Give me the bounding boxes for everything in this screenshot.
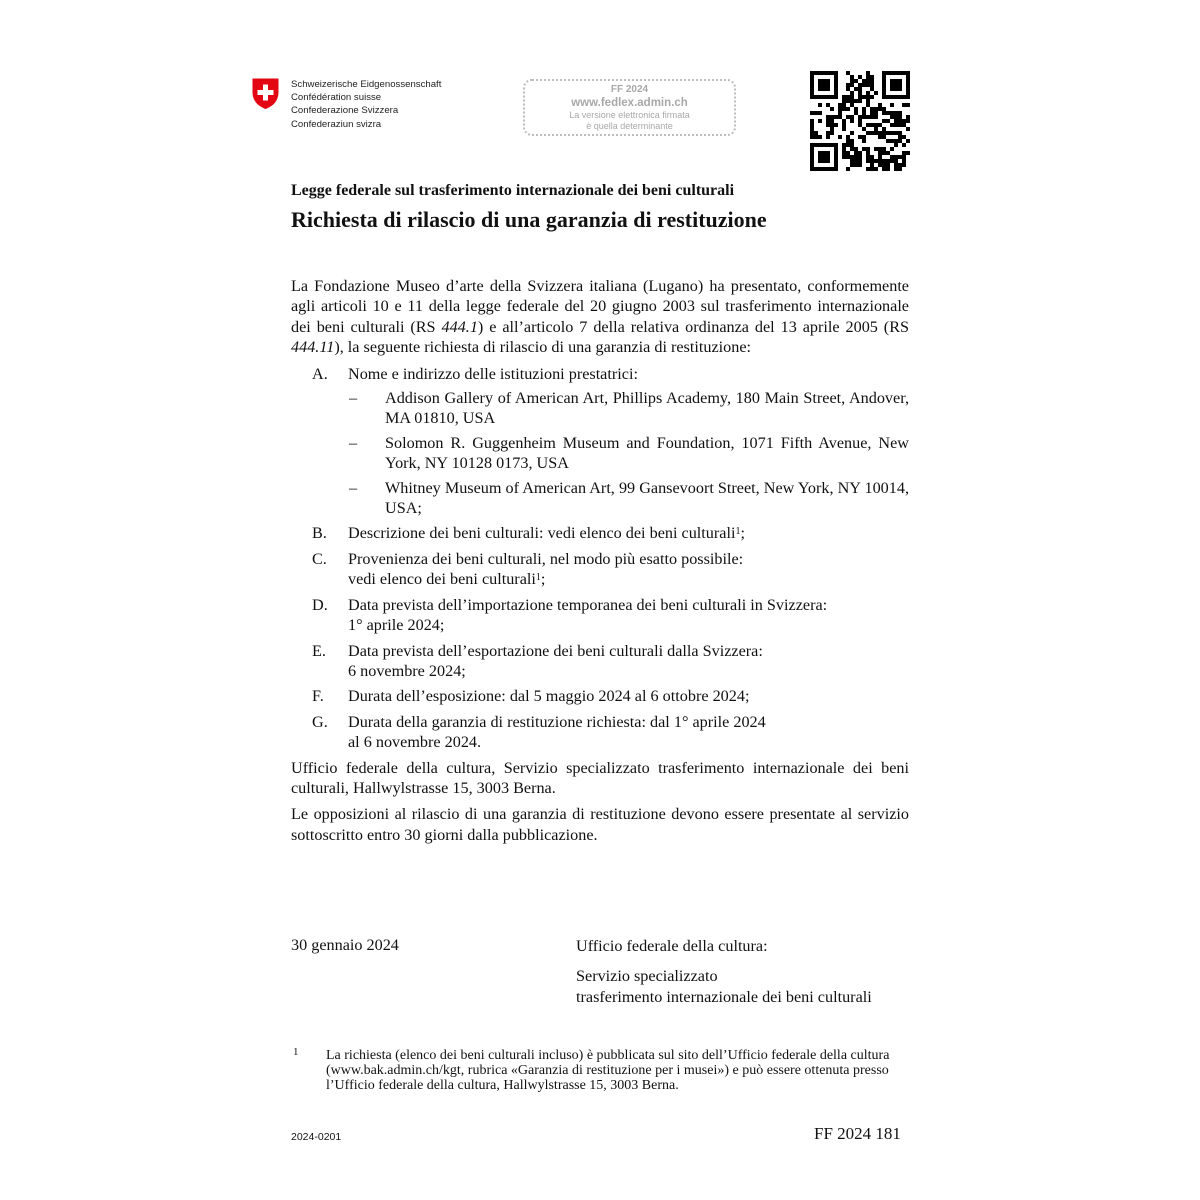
lender-text: Solomon R. Guggenheim Museum and Foundation, 1071 Fifth Avenue, New York, NY 10128 0173, USA <box>385 433 909 473</box>
list-item-g <box>291 712 909 753</box>
dash-bullet: – <box>349 478 358 497</box>
swiss-crest-icon <box>252 78 279 109</box>
footnote-number: 1 <box>293 1046 299 1058</box>
intro-text-1: La Fondazione Museo d’arte della Svizzera italiana (Lugano) ha presentato, conformemente agli articoli 10 e 11 della legge federale del 20 giugno 2003 sul trasferimento internazionale dei beni culturali (RS <box>291 277 909 336</box>
page-title: Richiesta di rilascio di una garanzia di restituzione <box>291 207 767 232</box>
item-letter: B. <box>312 524 327 543</box>
confederation-line-it: Confederazione Svizzera <box>291 105 399 117</box>
item-letter: F. <box>312 687 324 706</box>
item-end: ; <box>740 524 745 543</box>
list-item-a <box>291 364 909 519</box>
list-item-f <box>291 686 909 706</box>
law-title: Legge federale sul trasferimento internazionale dei beni culturali <box>291 182 735 199</box>
dash-bullet: – <box>349 433 358 452</box>
signature-service-2: trasferimento internazionale dei beni culturali <box>576 987 872 1006</box>
dash-bullet: – <box>349 389 358 408</box>
page-reference: FF 2024 181 <box>814 1124 901 1143</box>
item-text-2: vedi elenco dei beni culturali <box>348 570 536 589</box>
item-letter: D. <box>312 595 328 614</box>
objections-paragraph: Le opposizioni al rilascio di una garanzia di restituzione devono essere presentate al servizio sottoscritto entro 30 giorni dalla pubblicazione. <box>291 805 909 844</box>
stamp-edition: FF 2024 <box>610 84 649 95</box>
item-text: Data prevista dell’importazione temporanea dei beni culturali in Svizzera: <box>348 595 828 614</box>
confederation-line-fr: Confédération suisse <box>291 92 382 104</box>
list-item-c <box>291 549 909 590</box>
list-item-b <box>291 523 909 543</box>
office-paragraph: Ufficio federale della cultura, Servizio specializzato trasferimento internazionale dei beni culturali, Hallwylstrasse 15, 3003 Berna. <box>291 758 909 797</box>
item-text: Durata dell’esposizione: dal 5 maggio 2024 al 6 ottobre 2024; <box>348 687 750 706</box>
rs-reference-2: 444.11 <box>291 338 335 357</box>
request-items <box>291 364 909 753</box>
lender-item <box>348 478 909 519</box>
qr-code-icon <box>810 71 910 171</box>
confederation-line-rm: Confederaziun svizra <box>291 118 382 130</box>
intro-text-3: ), la seguente richiesta di rilascio di una garanzia di restituzione: <box>334 338 751 357</box>
item-letter: G. <box>312 712 328 731</box>
footnote-text: La richiesta (elenco dei beni culturali incluso) è pubblicata sul sito dell’Ufficio federale della cultura (www.bak.admin.ch/kgt, rubrica «Garanzia di restituzione per i musei») e può essere ottenuta presso l’Ufficio federale della cultura, Hallwylstrasse 15, 3003 Berna. <box>326 1048 890 1093</box>
item-text: Data prevista dell’esportazione dei beni culturali dalla Svizzera: <box>348 641 763 660</box>
signature-block <box>576 936 872 1007</box>
list-item-d <box>291 595 909 636</box>
stamp-note-1: La versione elettronica firmata <box>569 110 690 120</box>
document-code: 2024-0201 <box>291 1131 342 1143</box>
item-letter: E. <box>312 641 326 660</box>
signature-service-1: Servizio specializzato <box>576 967 718 986</box>
signature-office: Ufficio federale della cultura: <box>576 937 768 955</box>
item-text-2: 6 novembre 2024; <box>348 661 466 680</box>
item-letter: A. <box>312 364 328 383</box>
lender-text: Addison Gallery of American Art, Phillips Academy, 180 Main Street, Andover, MA 01810, USA <box>385 389 909 428</box>
item-text-2: al 6 novembre 2024. <box>348 733 482 752</box>
intro-paragraph <box>291 276 909 358</box>
item-text: Provenienza dei beni culturali, nel modo più esatto possibile: <box>348 549 744 568</box>
publication-stamp <box>523 79 736 136</box>
lender-text: Whitney Museum of American Art, 99 Gansevoort Street, New York, NY 10014, USA; <box>385 478 909 518</box>
footnote-ref[interactable]: 1 <box>535 572 541 584</box>
item-text-2: 1° aprile 2024; <box>348 616 445 635</box>
lender-item <box>348 433 909 474</box>
stamp-url: www.fedlex.admin.ch <box>571 97 688 109</box>
confederation-name <box>291 78 441 131</box>
footnote-ref[interactable]: 1 <box>735 526 741 538</box>
document-body <box>291 276 909 851</box>
document-date: 30 gennaio 2024 <box>291 936 399 954</box>
list-item-e <box>291 641 909 682</box>
item-text: Durata della garanzia di restituzione richiesta: dal 1° aprile 2024 <box>348 712 766 731</box>
item-text: Nome e indirizzo delle istituzioni prestatrici: <box>348 364 638 383</box>
item-end: ; <box>540 570 546 589</box>
rs-reference-1: 444.1 <box>441 317 478 336</box>
stamp-note-2: è quella determinante <box>586 121 673 131</box>
item-letter: C. <box>312 549 327 568</box>
confederation-line-de: Schweizerische Eidgenossenschaft <box>291 79 442 90</box>
lender-item <box>348 388 909 429</box>
item-text: Descrizione dei beni culturali: vedi elenco dei beni culturali <box>348 524 736 543</box>
intro-text-2: ) e all’articolo 7 della relativa ordinanza del 13 aprile 2005 (RS <box>477 317 909 336</box>
